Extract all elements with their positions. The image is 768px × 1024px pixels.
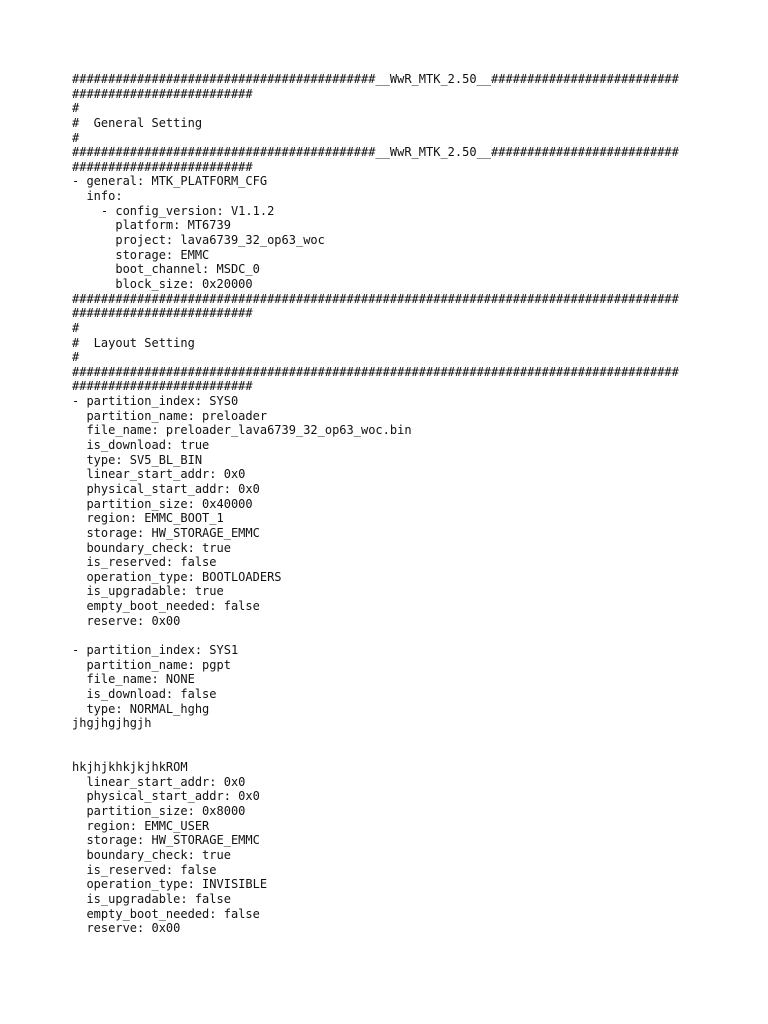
text-line — [72, 628, 712, 643]
text-line: # — [72, 101, 80, 116]
text-line: linear_start_addr: 0x0 — [72, 774, 246, 789]
text-line: region: EMMC_USER — [72, 818, 210, 833]
text-line: - partition_index: SYS0 — [72, 394, 239, 409]
text-line: reserve: 0x00 — [72, 921, 181, 936]
text-line: is_upgradable: false — [72, 891, 231, 906]
text-line: ######################### — [72, 379, 253, 394]
text-line: storage: HW_STORAGE_EMMC — [72, 525, 260, 540]
text-line: physical_start_addr: 0x0 — [72, 789, 260, 804]
text-line — [72, 731, 712, 746]
text-line: is_reserved: false — [72, 862, 217, 877]
text-line: linear_start_addr: 0x0 — [72, 467, 246, 482]
text-line: ######################### — [72, 159, 253, 174]
text-line: # General Setting — [72, 115, 203, 130]
text-line: #################################################################################### — [72, 364, 679, 379]
text-line: info: — [72, 189, 123, 204]
text-line: is_upgradable: true — [72, 584, 224, 599]
text-line: # Layout Setting — [72, 335, 195, 350]
text-line: # — [72, 350, 80, 365]
text-line: is_reserved: false — [72, 555, 217, 570]
text-line: region: EMMC_BOOT_1 — [72, 511, 224, 526]
text-line: block_size: 0x20000 — [72, 276, 253, 291]
document-page — [72, 72, 712, 936]
text-line: is_download: true — [72, 438, 210, 453]
text-line: # — [72, 130, 80, 145]
text-line: boot_channel: MSDC_0 — [72, 262, 260, 277]
text-line: boundary_check: true — [72, 540, 231, 555]
text-line: - partition_index: SYS1 — [72, 642, 239, 657]
text-line: ######################### — [72, 86, 253, 101]
text-line: partition_size: 0x40000 — [72, 496, 253, 511]
text-line: ######################### — [72, 306, 253, 321]
text-line: is_download: false — [72, 686, 217, 701]
text-line: type: NORMAL_hghg — [72, 701, 210, 716]
text-line: empty_boot_needed: false — [72, 906, 260, 921]
text-line: boundary_check: true — [72, 847, 231, 862]
text-line: file_name: NONE — [72, 672, 195, 687]
text-line: - config_version: V1.1.2 — [72, 203, 275, 218]
text-line: storage: HW_STORAGE_EMMC — [72, 833, 260, 848]
text-line: empty_boot_needed: false — [72, 599, 260, 614]
text-line: physical_start_addr: 0x0 — [72, 481, 260, 496]
text-line: ##########################################__WwR_MTK_2.50__########################## — [72, 72, 679, 86]
text-line: file_name: preloader_lava6739_32_op63_woc.bin — [72, 423, 412, 438]
text-line: ##########################################__WwR_MTK_2.50__########################## — [72, 145, 679, 160]
text-line — [72, 745, 712, 760]
text-line: # — [72, 320, 80, 335]
text-line: operation_type: INVISIBLE — [72, 877, 268, 892]
text-line: platform: MT6739 — [72, 218, 231, 233]
text-line: type: SV5_BL_BIN — [72, 452, 203, 467]
text-line: storage: EMMC — [72, 247, 210, 262]
text-line: partition_name: preloader — [72, 408, 268, 423]
text-line: reserve: 0x00 — [72, 613, 181, 628]
text-line: #################################################################################### — [72, 291, 679, 306]
text-line: jhgjhgjhgjh — [72, 716, 152, 731]
text-line: project: lava6739_32_op63_woc — [72, 233, 325, 248]
text-line: operation_type: BOOTLOADERS — [72, 569, 282, 584]
text-line: partition_size: 0x8000 — [72, 804, 246, 819]
text-line: partition_name: pgpt — [72, 657, 231, 672]
text-line: - general: MTK_PLATFORM_CFG — [72, 174, 268, 189]
text-line: hkjhjkhkjkjhkROM — [72, 760, 188, 775]
